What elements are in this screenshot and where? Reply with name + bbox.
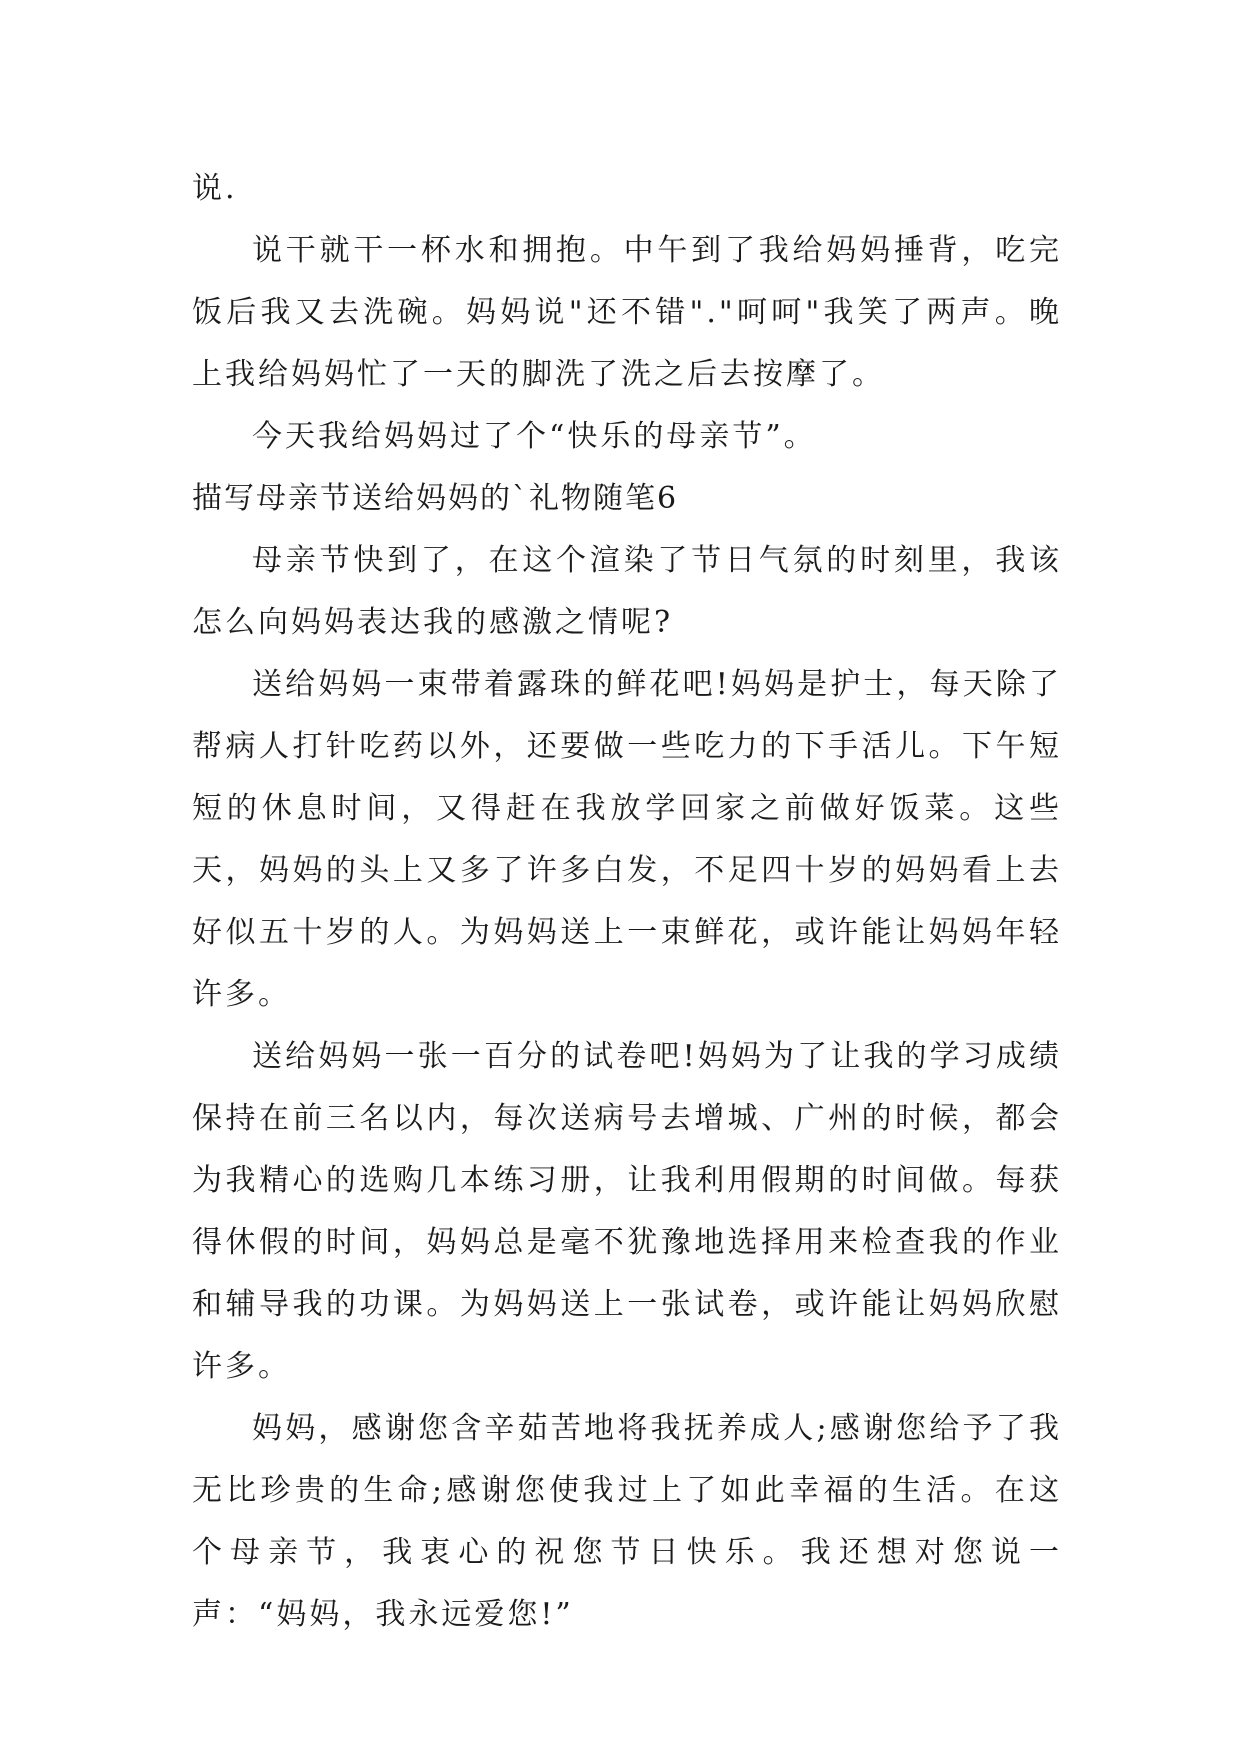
paragraph-3: 母亲节快到了，在这个渲染了节日气氛的时刻里，我该怎么向妈妈表达我的感激之情呢? [192, 543, 1062, 640]
paragraph-2: 今天我给妈妈过了个“快乐的母亲节”。 [252, 419, 817, 454]
paragraph-5: 送给妈妈一张一百分的试卷吧!妈妈为了让我的学习成绩保持在前三名以内，每次送病号去增城、广州的时候，都会为我精心的选购几本练习册，让我利用假期的时间做。每获得休假的时间，妈妈总是毫不犹豫地选择用来检查我的作业和辅导我的功课。为妈妈送上一张试卷，或许能让妈妈欣慰许多。 [192, 1039, 1062, 1384]
section-heading: 描写母亲节送给妈妈的`礼物随笔6 [192, 481, 679, 516]
paragraph-4: 送给妈妈一束带着露珠的鲜花吧!妈妈是护士，每天除了帮病人打针吃药以外，还要做一些吃力的下手活儿。下午短短的休息时间，又得赶在我放学回家之前做好饭菜。这些天，妈妈的头上又多了许多白发，不足四十岁的妈妈看上去好似五十岁的人。为妈妈送上一束鲜花，或许能让妈妈年轻许多。 [192, 667, 1062, 1012]
paragraph-1: 说干就干一杯水和拥抱。中午到了我给妈妈捶背，吃完饭后我又去洗碗。妈妈说"还不错"."呵呵"我笑了两声。晚上我给妈妈忙了一天的脚洗了洗之后去按摩了。 [192, 233, 1062, 392]
paragraph-6: 妈妈，感谢您含辛茹苦地将我抚养成人;感谢您给予了我无比珍贵的生命;感谢您使我过上了如此幸福的生活。在这个母亲节，我衷心的祝您节日快乐。我还想对您说一声：“妈妈，我永远爱您!” [192, 1411, 1062, 1632]
document-page [192, 158, 1062, 1646]
fragment-start: 说. [192, 171, 238, 206]
